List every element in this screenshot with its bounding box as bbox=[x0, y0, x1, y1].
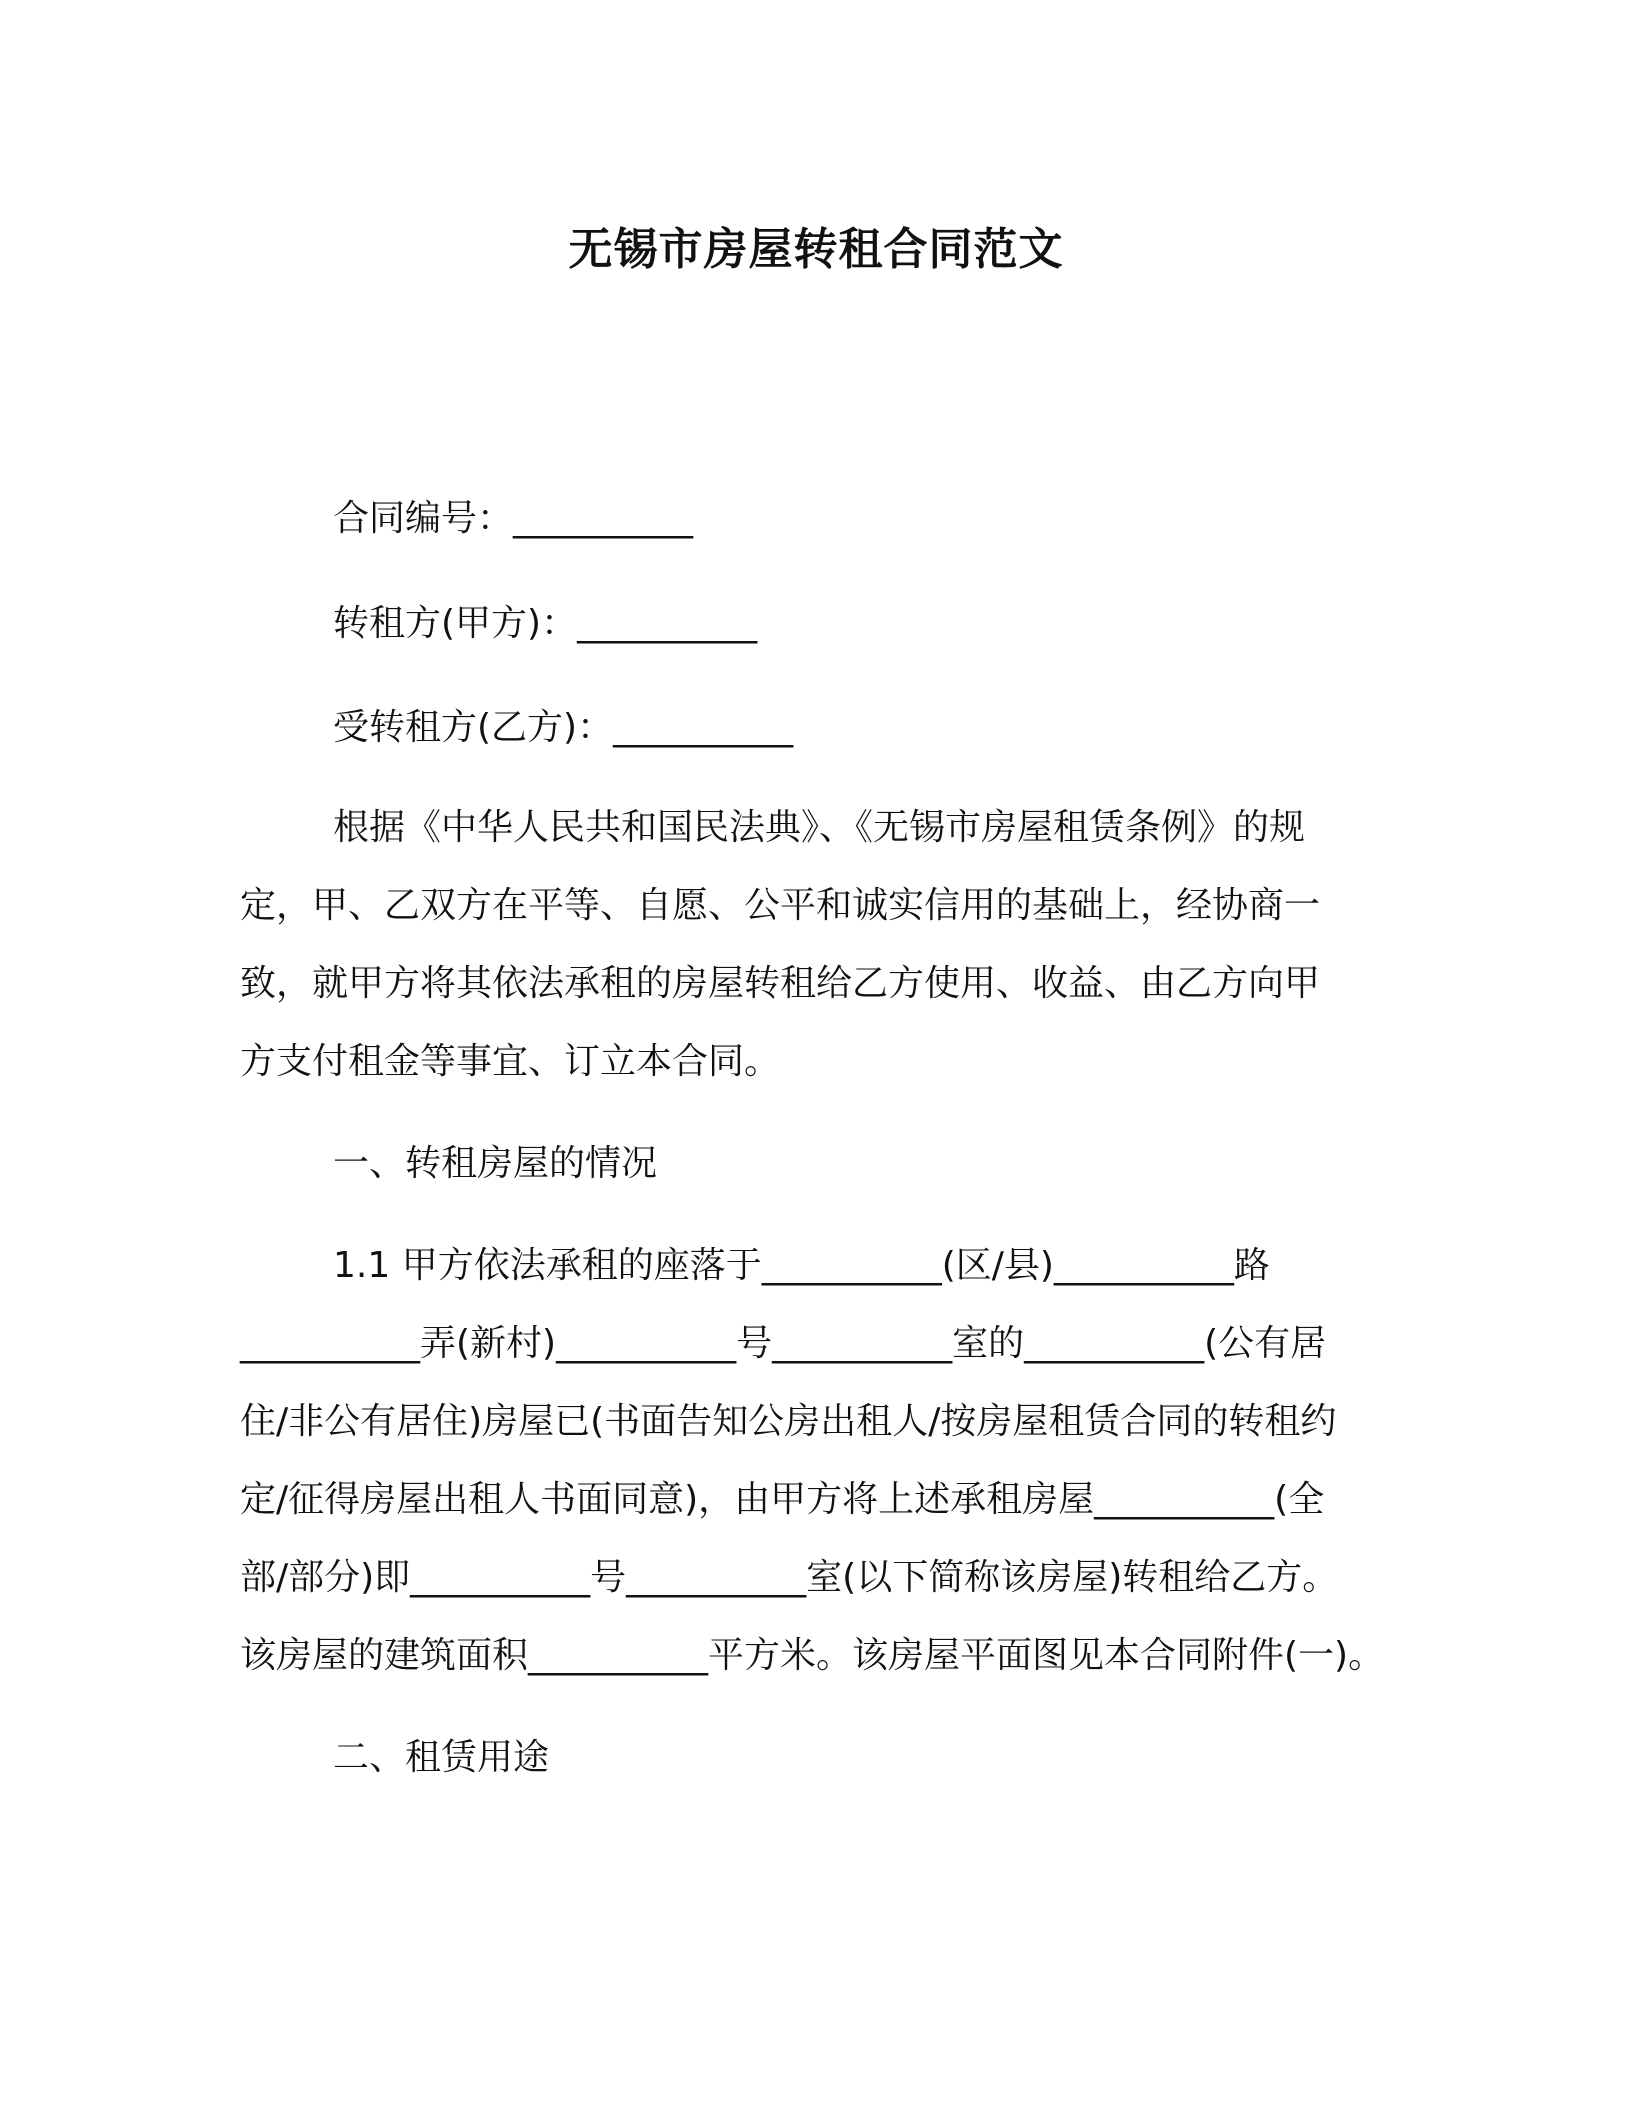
section-1-heading: 一、转租房屋的情况 bbox=[333, 1143, 658, 1184]
section-2-heading: 二、租赁用途 bbox=[333, 1737, 550, 1778]
preamble-line-1: 根据《中华人民共和国民法典》、《无锡市房屋租赁条例》的规 bbox=[333, 807, 1306, 848]
contract-number-line: 合同编号：__________ bbox=[333, 498, 694, 539]
clause-1-1-line-3: 住/非公有居住)房屋已(书面告知公房出租人/按房屋租赁合同的转租约 bbox=[240, 1401, 1337, 1442]
clause-1-1-line-6: 该房屋的建筑面积__________平方米。该房屋平面图见本合同附件(一)。 bbox=[240, 1635, 1385, 1676]
clause-1-1-line-5: 部/部分)即__________号__________室(以下简称该房屋)转租给乙方。 bbox=[240, 1557, 1339, 1598]
preamble-line-3: 致，就甲方将其依法承租的房屋转租给乙方使用、收益、由乙方向甲 bbox=[240, 963, 1321, 1004]
preamble-line-4: 方支付租金等事宜、订立本合同。 bbox=[240, 1041, 781, 1082]
preamble-line-2: 定，甲、乙双方在平等、自愿、公平和诚实信用的基础上，经协商一 bbox=[240, 885, 1321, 926]
party-a-line: 转租方(甲方)：__________ bbox=[333, 603, 758, 644]
clause-1-1-line-4: 定/征得房屋出租人书面同意)，由甲方将上述承租房屋__________(全 bbox=[240, 1479, 1325, 1520]
clause-1-1-line-2: __________弄(新村)__________号__________室的__________(公有居 bbox=[240, 1323, 1327, 1364]
document-title: 无锡市房屋转租合同范文 bbox=[568, 224, 1064, 275]
clause-1-1-line-1: 1.1 甲方依法承租的座落于__________(区/县)__________路 bbox=[333, 1245, 1270, 1286]
party-b-line: 受转租方(乙方)：__________ bbox=[333, 707, 794, 748]
